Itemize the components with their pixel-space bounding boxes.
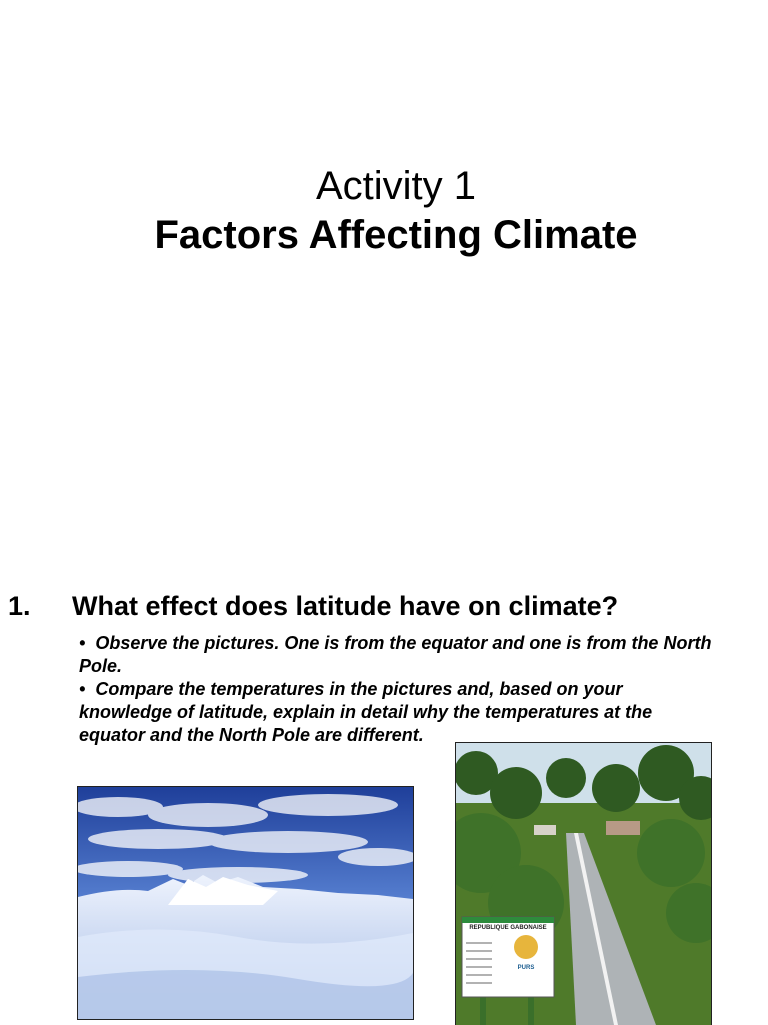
bullet-text: Compare the temperatures in the pictures and, based on your knowledge of latitude, explain in detail why the temperatures at the equator and the North Pole are different. [79, 679, 653, 745]
north-pole-illustration [78, 787, 413, 1019]
sign-text: PURS [517, 965, 535, 971]
sign-header: REPUBLIQUE GABONAISE [469, 925, 547, 931]
bullet-item [79, 632, 719, 678]
bullet-marker: • [79, 679, 86, 699]
activity-title: Factors Affecting Climate [154, 213, 638, 257]
bullet-text: Observe the pictures. One is from the equator and one is from the North Pole. [79, 633, 712, 676]
equator-illustration [456, 743, 711, 1025]
instruction-list [79, 632, 719, 747]
question-text: What effect does latitude have on climate? [72, 591, 619, 621]
activity-label: Activity 1 [315, 164, 477, 208]
question-heading [8, 588, 748, 624]
question-number: 1. [8, 591, 31, 621]
bullet-item [79, 678, 719, 747]
equator-photo [455, 742, 712, 1025]
slide-title [0, 162, 768, 260]
north-pole-photo [77, 786, 414, 1020]
bullet-marker: • [79, 633, 86, 653]
